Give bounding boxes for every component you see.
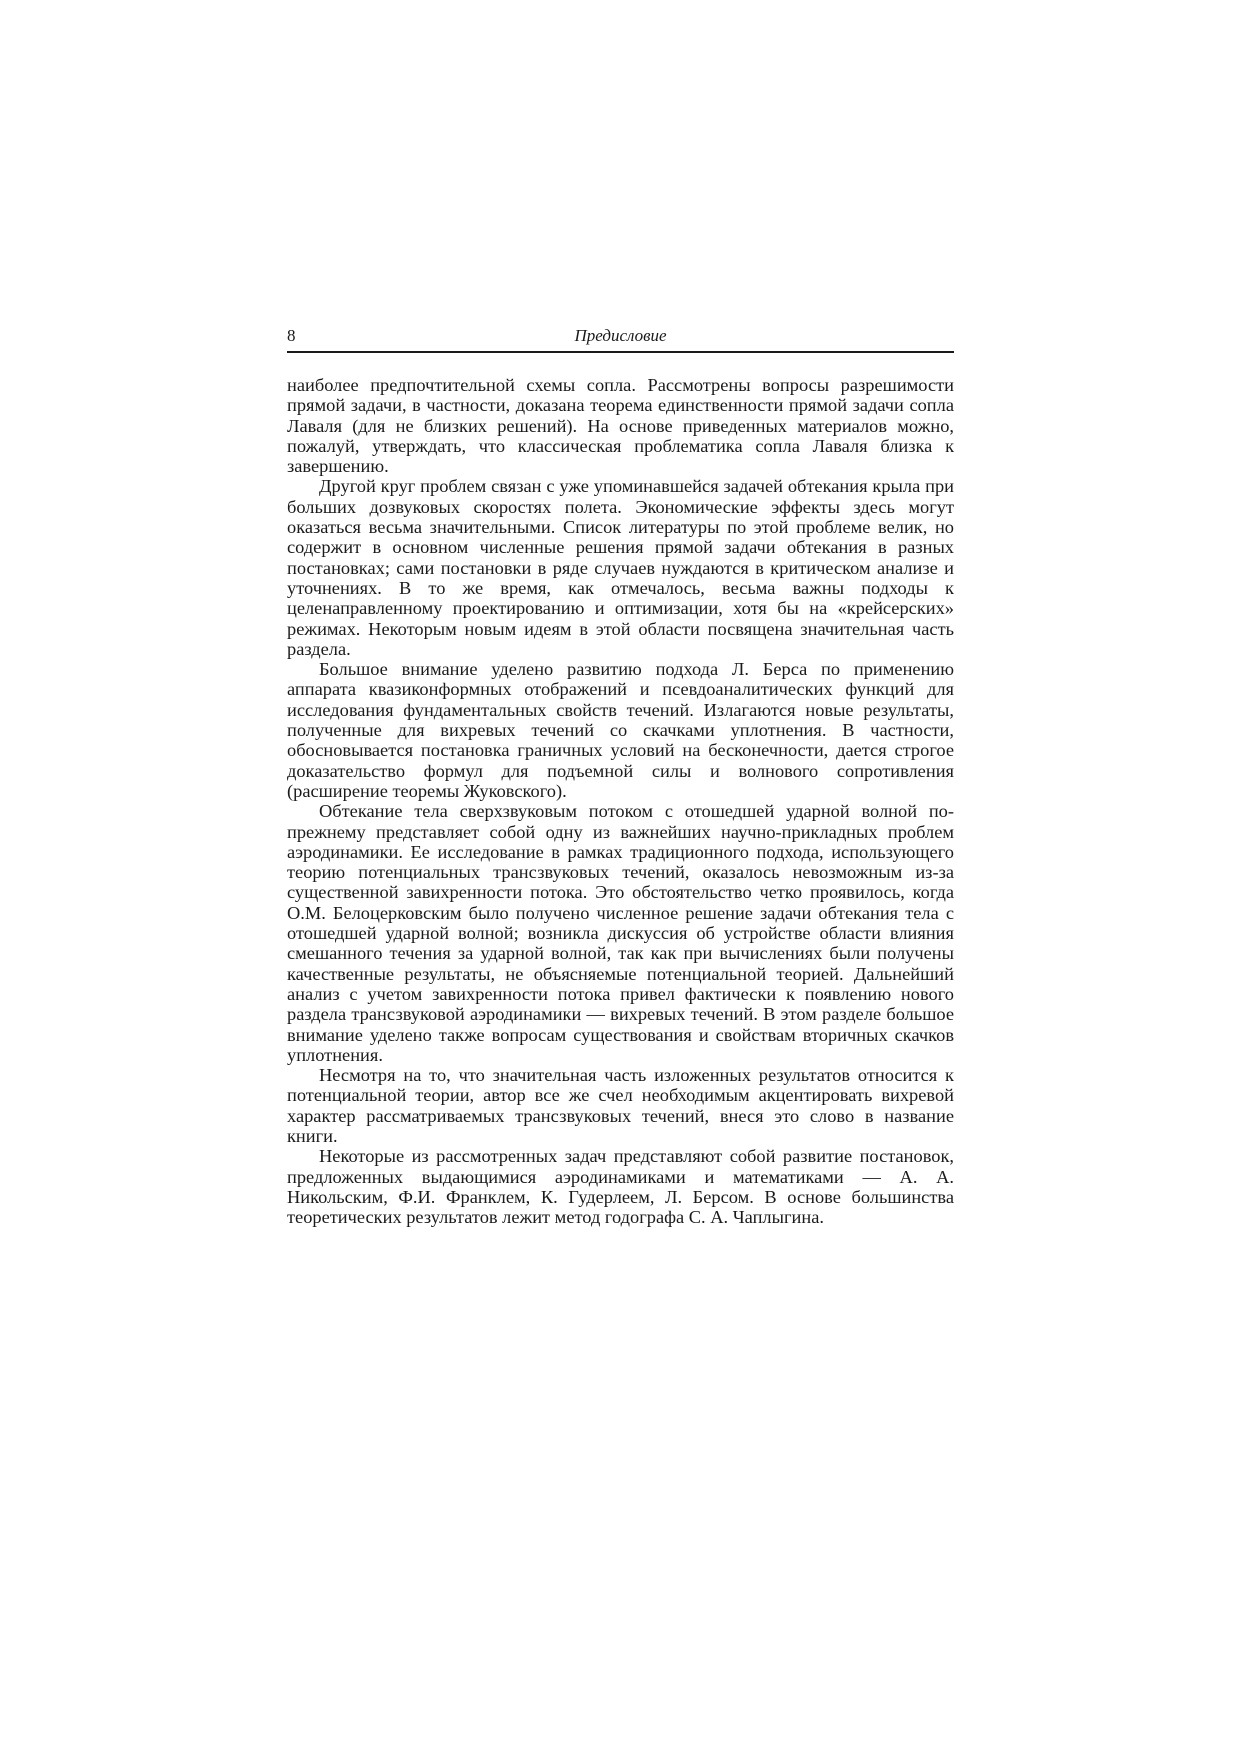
running-title: Предисловие bbox=[574, 326, 667, 345]
paragraph: Обтекание тела сверхзвуковым потоком с отошедшей ударной волной по-прежнему представляет собой одну из важнейших научно-прикладных проблем аэродинамики. Ее исследование в рамках традиционного подхода, использующего теорию потенциальных трансзвуковых течений, оказалось невозможным из-за существенной завихренности потока. Это обстоятельство четко проявилось, когда О.М. Белоцерковским было получено численное решение задачи обтекания тела с отошедшей ударной волной; возникла дискуссия об устройстве области влияния смешанного течения за ударной волной, так как при вычислениях были получены качественные результаты, не объясняемые потенциальной теорией. Дальнейший анализ с учетом завихренности потока привел фактически к появлению нового раздела трансзвуковой аэродинамики — вихревых течений. В этом разделе большое внимание уделено также вопросам существования и свойствам вторичных скачков уплотнения. bbox=[287, 801, 954, 1065]
page-number: 8 bbox=[287, 326, 296, 345]
paragraph: Большое внимание уделено развитию подхода Л. Берса по применению аппарата квазиконформных отображений и псевдоаналитических функций для исследования фундаментальных свойств течений. Излагаются новые результаты, полученные для вихревых течений со скачками уплотнения. В частности, обосновывается постановка граничных условий на бесконечности, дается строгое доказательство формул для подъемной силы и волнового сопротивления (расширение теоремы Жуковского). bbox=[287, 659, 954, 801]
page-header bbox=[287, 325, 954, 353]
paragraph: Другой круг проблем связан с уже упоминавшейся задачей обтекания крыла при больших дозвуковых скоростях полета. Экономические эффекты здесь могут оказаться весьма значительными. Список литературы по этой проблеме велик, но содержит в основном численные решения прямой задачи обтекания в разных постановках; сами постановки в ряде случаев нуждаются в критическом анализе и уточнениях. В то же время, как отмечалось, весьма важны подходы к целенаправленному проектированию и оптимизации, хотя бы на «крейсерских» режимах. Некоторым новым идеям в этой области посвящена значительная часть раздела. bbox=[287, 476, 954, 659]
paragraph: Несмотря на то, что значительная часть изложенных результатов относится к потенциальной теории, автор все же счел необходимым акцентировать вихревой характер рассматриваемых трансзвуковых течений, внеся это слово в название книги. bbox=[287, 1065, 954, 1146]
paragraph: Некоторые из рассмотренных задач представляют собой развитие постановок, предложенных выдающимися аэродинамиками и математиками — А. А. Никольским, Ф.И. Франклем, К. Гудерлеем, Л. Берсом. В основе большинства теоретических результатов лежит метод годографа С. А. Чаплыгина. bbox=[287, 1146, 954, 1228]
paragraph: наиболее предпочтительной схемы сопла. Рассмотрены вопросы разрешимости прямой задачи, в частности, доказана теорема единственности прямой задачи сопла Лаваля (для не близких решений). На основе приведенных материалов можно, пожалуй, утверждать, что классическая проблематика сопла Лаваля близка к завершению. bbox=[287, 375, 954, 477]
body-text bbox=[287, 375, 954, 1227]
